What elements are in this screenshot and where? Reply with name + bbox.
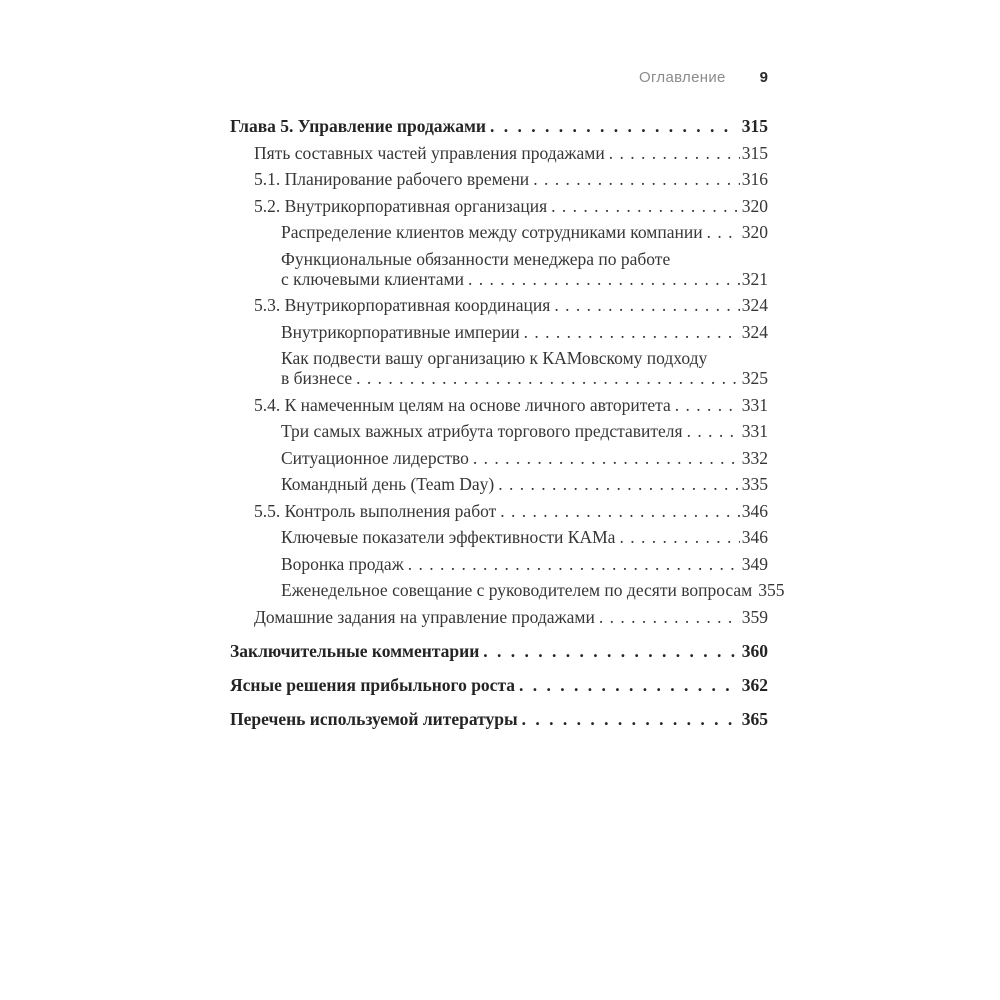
- toc-entry-page-number: 362: [741, 674, 768, 695]
- toc-entry-page-number: 320: [741, 222, 768, 242]
- toc-entry: [230, 554, 768, 574]
- toc-entry-label: Функциональные обязанности менеджера по работе: [281, 248, 671, 269]
- toc-entry-label: 5.2. Внутрикорпоративная организация: [254, 195, 548, 216]
- table-of-contents: [230, 116, 785, 735]
- toc-entry: [230, 675, 768, 695]
- toc-entry: [230, 421, 768, 441]
- dot-leader: [675, 395, 740, 415]
- toc-entry-label: Распределение клиентов между сотрудниками компании: [281, 222, 703, 242]
- toc-entry-page-number: 346: [741, 500, 768, 521]
- toc-entry-page-number: 346: [741, 527, 768, 547]
- toc-entry-page-number: 331: [741, 421, 768, 441]
- toc-entry-page-number: 359: [741, 606, 768, 627]
- running-head: [230, 69, 768, 86]
- toc-entry-page-number: 316: [741, 169, 768, 189]
- dot-leader: [500, 501, 739, 521]
- dot-leader: [483, 641, 734, 661]
- toc-entry-page-number: 324: [741, 295, 768, 315]
- toc-entry: [230, 527, 768, 547]
- toc-entry-label: Как подвести вашу организацию к КАМовскому подходу: [281, 348, 708, 368]
- running-head-title: Оглавление: [639, 69, 726, 86]
- toc-entry: [230, 348, 768, 388]
- toc-entry-label: Ясные решения прибыльного роста: [230, 674, 516, 695]
- toc-entry-label: Ключевые показатели эффективности КАМа: [281, 527, 616, 547]
- toc-entry-label: Воронка продаж: [281, 553, 404, 574]
- toc-entry: [230, 607, 768, 627]
- toc-entry-label: Еженедельное совещание с руководителем по десяти вопросам: [281, 580, 753, 600]
- dot-leader: [554, 295, 739, 315]
- toc-entry-page-number: 325: [741, 368, 768, 388]
- dot-leader: [522, 709, 735, 729]
- dot-leader: [408, 554, 740, 574]
- toc-entry-label: Домашние задания на управление продажами: [254, 606, 595, 627]
- dot-leader: [707, 222, 740, 242]
- toc-entry-label: Командный день (Team Day): [281, 474, 495, 494]
- toc-entry-page-number: 315: [741, 116, 768, 136]
- toc-entry: [230, 322, 768, 342]
- toc-entry-page-number: 320: [741, 195, 768, 216]
- toc-entry: [230, 474, 768, 494]
- dot-leader: [599, 607, 740, 627]
- dot-leader: [619, 527, 739, 547]
- dot-leader: [551, 196, 740, 216]
- toc-entry-page-number: 321: [741, 268, 768, 289]
- toc-entry: [230, 395, 768, 415]
- toc-entry-page-number: 315: [741, 142, 768, 163]
- dot-leader: [533, 169, 740, 189]
- dot-leader: [490, 116, 735, 136]
- toc-entry: [230, 249, 768, 289]
- toc-entry-page-number: 324: [741, 321, 768, 342]
- toc-entry-page-number: 335: [741, 474, 768, 494]
- toc-entry-label: Внутрикорпоративные империи: [281, 321, 520, 342]
- toc-entry: [230, 580, 785, 600]
- toc-entry: [230, 116, 768, 136]
- running-head-page-number: 9: [759, 69, 768, 86]
- dot-leader: [519, 675, 735, 695]
- toc-entry: [230, 169, 768, 189]
- toc-entry-label: 5.1. Планирование рабочего времени: [254, 169, 530, 189]
- toc-entry-label: Заключительные комментарии: [230, 640, 480, 661]
- toc-entry-label: 5.4. К намеченным целям на основе личного авторитета: [254, 394, 671, 415]
- dot-leader: [524, 322, 740, 342]
- toc-entry-page-number: 331: [741, 394, 768, 415]
- toc-entry-label: 5.3. Внутрикорпоративная координация: [254, 295, 551, 315]
- toc-entry-label: Перечень используемой литературы: [230, 708, 518, 729]
- dot-leader: [687, 421, 740, 441]
- toc-entry-label: Пять составных частей управления продажами: [254, 142, 605, 163]
- toc-entry-page-number: 332: [741, 447, 768, 468]
- toc-entry-page-number: 360: [741, 640, 768, 661]
- toc-entry-page-number: 355: [758, 580, 785, 600]
- toc-entry: [230, 641, 768, 661]
- dot-leader: [356, 368, 740, 388]
- toc-entry: [230, 143, 768, 163]
- toc-entry-label: Ситуационное лидерство: [281, 447, 469, 468]
- toc-entry-label: Глава 5. Управление продажами: [230, 116, 486, 136]
- toc-entry: [230, 501, 768, 521]
- toc-entry-page-number: 349: [741, 553, 768, 574]
- dot-leader: [473, 448, 740, 468]
- toc-entry: [230, 222, 768, 242]
- toc-entry-label: 5.5. Контроль выполнения работ: [254, 500, 497, 521]
- toc-entry-label: с ключевыми клиентами: [281, 268, 464, 289]
- toc-entry: [230, 448, 768, 468]
- dot-leader: [498, 474, 739, 494]
- dot-leader: [468, 269, 740, 289]
- toc-entry: [230, 295, 768, 315]
- toc-entry: [230, 196, 768, 216]
- toc-entry-label: в бизнесе: [281, 368, 353, 388]
- dot-leader: [609, 143, 740, 163]
- toc-entry: [230, 709, 768, 729]
- toc-entry-page-number: 365: [741, 708, 768, 729]
- toc-entry-label: Три самых важных атрибута торгового представителя: [281, 421, 683, 441]
